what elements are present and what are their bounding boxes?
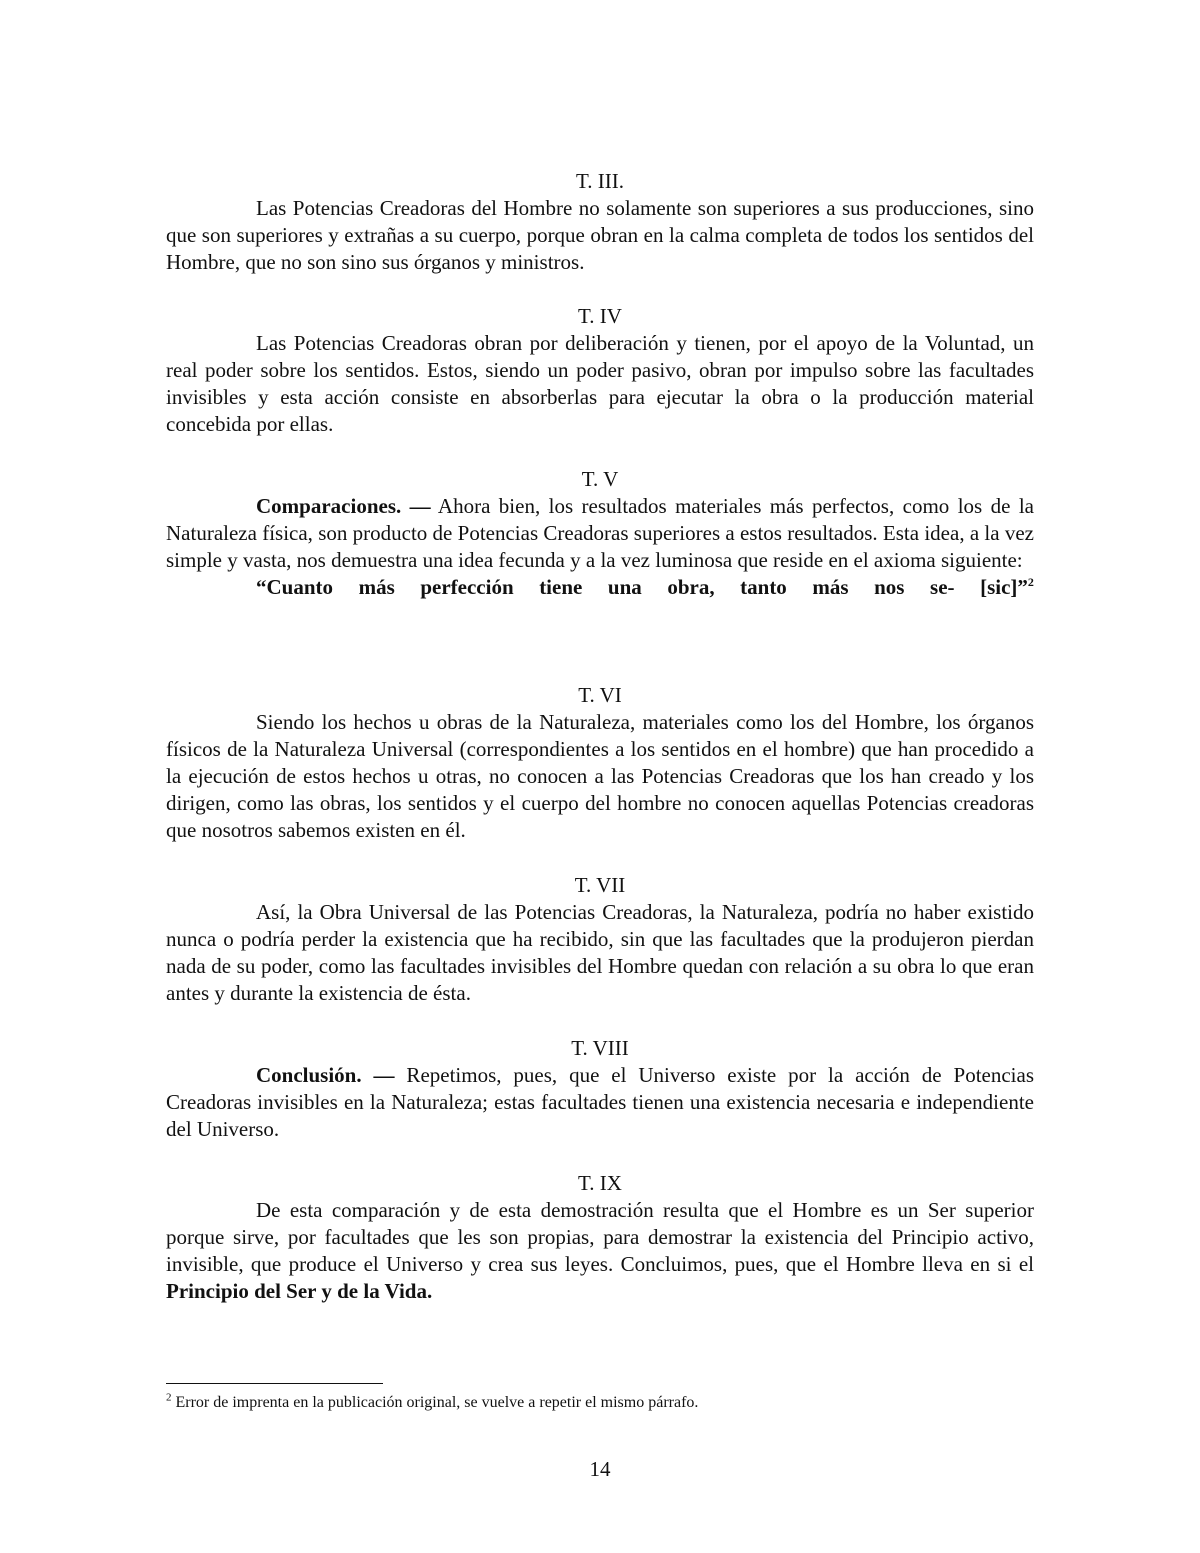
quote-word: nos — [874, 575, 905, 599]
section-t9 — [166, 1170, 1034, 1305]
quote-word-last: [sic]”$^2$ — [980, 575, 1034, 599]
section-heading: T. V — [581, 467, 619, 491]
quote-word: tiene — [539, 575, 583, 599]
quote-word: más — [812, 575, 849, 599]
footnote-text: Error de imprenta en la publicación original, se vuelve a repetir el mismo párrafo. — [171, 1394, 699, 1411]
section-heading: T. VII — [574, 873, 626, 897]
footnote-divider — [166, 1383, 383, 1384]
section-t4 — [166, 303, 1034, 438]
section-paragraph — [166, 1197, 1034, 1305]
paragraph-body: Repetimos, pues, que el Universo existe por la acción de Potencias Creadoras invisibles en la Naturaleza; estas facultades tienen una existencia necesaria e independiente del Universo. — [166, 1063, 1034, 1141]
paragraph-body: De esta comparación y de esta demostración resulta que el Hombre es un Ser superior porque sirve, por facultades que les son propias, para demostrar la existencia del Principio activo, invisible, que produce el Universo y crea sus leyes. Concluimos, pues, que el Hombre lleva en si el — [166, 1198, 1034, 1276]
section-t6 — [166, 682, 1034, 844]
section-paragraph — [166, 1062, 1034, 1143]
document-page — [166, 0, 1034, 1553]
quote-word: tanto — [740, 575, 787, 599]
paragraph-bold-end: Principio del Ser y de la Vida. — [166, 1279, 433, 1303]
quote-word: se- — [930, 575, 955, 599]
section-paragraph: Las Potencias Creadoras del Hombre no solamente son superiores a sus producciones, sino que son superiores y extrañas a su cuerpo, porque obran en la calma completa de todos los sentidos del Hombre, que no son sino sus órganos y ministros. — [166, 196, 1034, 274]
section-heading: T. IV — [578, 304, 622, 328]
quote-word: más — [358, 575, 395, 599]
page-number: 14 — [589, 1457, 611, 1481]
section-heading: T. VI — [578, 683, 622, 707]
paragraph-lead: Comparaciones. — — [256, 494, 431, 518]
section-paragraph: Así, la Obra Universal de las Potencias Creadoras, la Naturaleza, podría no haber existido nunca o podría perder la existencia que ha recibido, sin que las facultades que la produjeron pierdan nada de su poder, como las facultades invisibles del Hombre quedan con relación a su obra lo que eran antes y durante la existencia de ésta. — [166, 900, 1034, 1005]
footnote — [166, 1392, 1034, 1414]
quote-word: perfección — [420, 575, 514, 599]
paragraph-lead: Conclusión. — — [256, 1063, 395, 1087]
quote-word: obra, — [667, 575, 715, 599]
section-paragraph — [166, 493, 1034, 574]
quote-word: una — [607, 575, 642, 599]
section-paragraph: Siendo los hechos u obras de la Naturaleza, materiales como los del Hombre, los órganos físicos de la Naturaleza Universal (correspondientes a los sentidos en el hombre) que han procedido a la ejecución de estos hechos u otras, no conocen a las Potencias Creadoras que los han creado y los dirigen, como las obras, los sentidos y el cuerpo del hombre no conocen aquellas Potencias creadoras que nosotros sabemos existen en él. — [166, 710, 1034, 842]
section-t8 — [166, 1035, 1034, 1143]
section-paragraph: Las Potencias Creadoras obran por deliberación y tienen, por el apoyo de la Voluntad, un real poder sobre los sentidos. Estos, siendo un poder pasivo, obran por impulso sobre las facultades invisibles y esta acción consiste en absorberlas para ejecutar la obra o la producción material concebida por ellas. — [166, 331, 1034, 436]
section-heading: T. VIII — [571, 1036, 629, 1060]
section-heading: T. IX — [578, 1171, 622, 1195]
paragraph-body: Ahora bien, los resultados materiales más perfectos, como los de la Naturaleza física, son producto de Potencias Creadoras superiores a estos resultados. Esta idea, a la vez simple y vasta, nos demuestra una idea fecunda y a la vez luminosa que reside en el axioma siguiente: — [166, 494, 1034, 572]
quote-word: “Cuanto — [256, 575, 334, 599]
section-heading: T. III. — [576, 169, 624, 193]
section-t5 — [166, 466, 1034, 601]
section-t7 — [166, 872, 1034, 1007]
footnote-reference[interactable]: 2 — [1027, 575, 1034, 589]
footnote-mark: 2 — [166, 1391, 172, 1404]
axiom-quote — [166, 574, 1034, 601]
section-t3 — [166, 168, 1034, 276]
